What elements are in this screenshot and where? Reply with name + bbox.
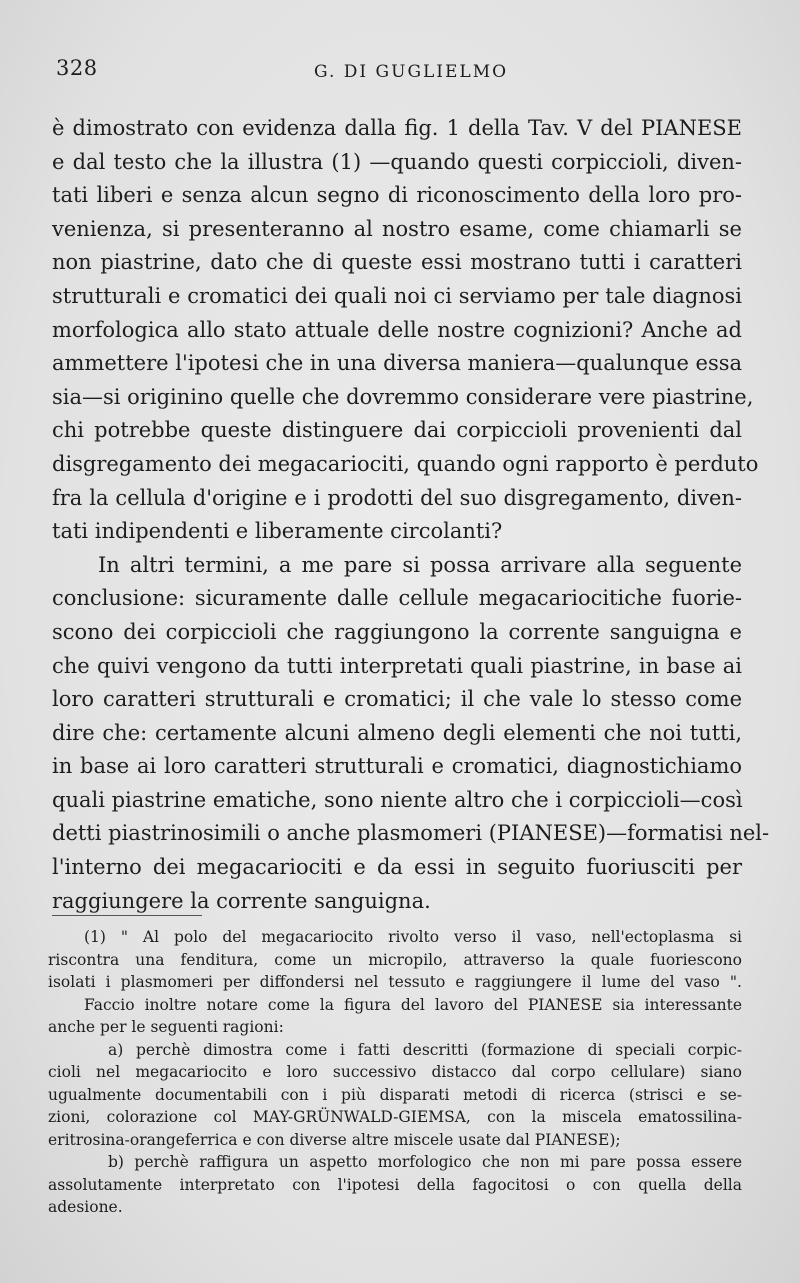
text-line: è dimostrato con evidenza dalla fig. 1 della Tav. V del PIANESE [52, 116, 742, 140]
footnote-line: assolutamente interpretato con l'ipotesi della fagocitosi o con quella della [48, 1175, 742, 1194]
page-header [52, 56, 740, 90]
text-line: detti piastrinosimili o anche plasmomeri (PIANESE)—formatisi nel- [52, 821, 770, 846]
footnote-line: adesione. [48, 1198, 123, 1216]
footnote-line: b) perchè raffigura un aspetto morfologico che non mi pare possa essere [108, 1153, 742, 1171]
footnote-line: riscontra una fenditura, come un micropilo, attraverso la quale fuoriescono [48, 950, 742, 969]
text-line: tati indipendenti e liberamente circolanti? [52, 519, 503, 544]
text-line: In altri termini, a me pare si possa arrivare alla seguente [98, 552, 742, 577]
paragraph-2 [52, 549, 770, 919]
paragraph-1 [52, 112, 759, 549]
running-head: G. DI GUGLIELMO [314, 62, 509, 82]
text-line: l'interno dei megacariociti e da essi in seguito fuoriusciti per [52, 855, 742, 880]
footnote-separator [52, 915, 202, 916]
footnote-line: isolati i plasmomeri per diffondersi nel tessuto e raggiungere il lume del vaso ". [48, 973, 742, 991]
text-line: dire che: certamente alcuni almeno degli elementi che noi tutti, [52, 720, 742, 745]
page-number: 328 [56, 56, 98, 80]
text-line: strutturali e cromatici dei quali noi ci serviamo per tale diagnosi [52, 283, 742, 308]
footnote-line: ugualmente documentabili con i più disparati metodi di ricerca (strisci e se- [48, 1085, 742, 1104]
footnote-line: zioni, colorazione col MAY-GRÜNWALD-GIEMSA, con la miscela ematossilina- [48, 1108, 742, 1126]
text-line: non piastrine, dato che di queste essi mostrano tutti i caratteri [52, 250, 742, 275]
footnote-line: cioli nel megacariocito e loro successivo distacco dal corpo cellulare) siano [48, 1063, 742, 1081]
text-line: chi potrebbe queste distinguere dai corpiccioli provenienti dal [52, 418, 742, 443]
footnote-line: (1) " Al polo del megacariocito rivolto verso il vaso, nell'ectoplasma si [84, 928, 742, 946]
footnote-line: Faccio inoltre notare come la figura del lavoro del PIANESE sia interessante [84, 995, 742, 1014]
text-line: in base ai loro caratteri strutturali e cromatici, diagnostichiamo [52, 754, 742, 779]
footnote-line: eritrosina-orangeferrica e con diverse altre miscele usate dal PIANESE); [48, 1130, 621, 1149]
text-line: scono dei corpiccioli che raggiungono la corrente sanguigna e [52, 619, 742, 644]
footnote-line: anche per le seguenti ragioni: [48, 1018, 284, 1036]
text-line: sia—si originino quelle che dovremmo considerare vere piastrine, [52, 384, 754, 409]
text-line: fra la cellula d'origine e i prodotti del suo disgregamento, diven- [52, 485, 742, 510]
text-line: tati liberi e senza alcun segno di riconoscimento della loro pro- [52, 183, 742, 208]
text-line: morfologica allo stato attuale delle nostre cognizioni? Anche ad [52, 317, 742, 342]
text-line: venienza, si presenteranno al nostro esame, come chiamarli se [52, 216, 742, 241]
text-line: ammettere l'ipotesi che in una diversa maniera—qualunque essa [52, 351, 743, 376]
text-line: e dal testo che la illustra (1) —quando questi corpiccioli, diven- [52, 149, 742, 174]
main-text [52, 112, 770, 918]
text-line: quali piastrine ematiche, sono niente altro che i corpiccioli—così [52, 787, 743, 812]
footnotes [48, 926, 742, 1219]
text-line: disgregamento dei megacariociti, quando ogni rapporto è perduto [52, 451, 759, 476]
footnote-1 [48, 926, 742, 1219]
text-line: che quivi vengono da tutti interpretati quali piastrine, in base ai [52, 653, 742, 678]
text-line: raggiungere la corrente sanguigna. [52, 888, 431, 913]
text-line: conclusione: sicuramente dalle cellule megacariocitiche fuorie- [52, 586, 742, 611]
text-line: loro caratteri strutturali e cromatici; il che vale lo stesso come [52, 687, 742, 712]
footnote-line: a) perchè dimostra come i fatti descritti (formazione di speciali corpic- [108, 1040, 742, 1059]
